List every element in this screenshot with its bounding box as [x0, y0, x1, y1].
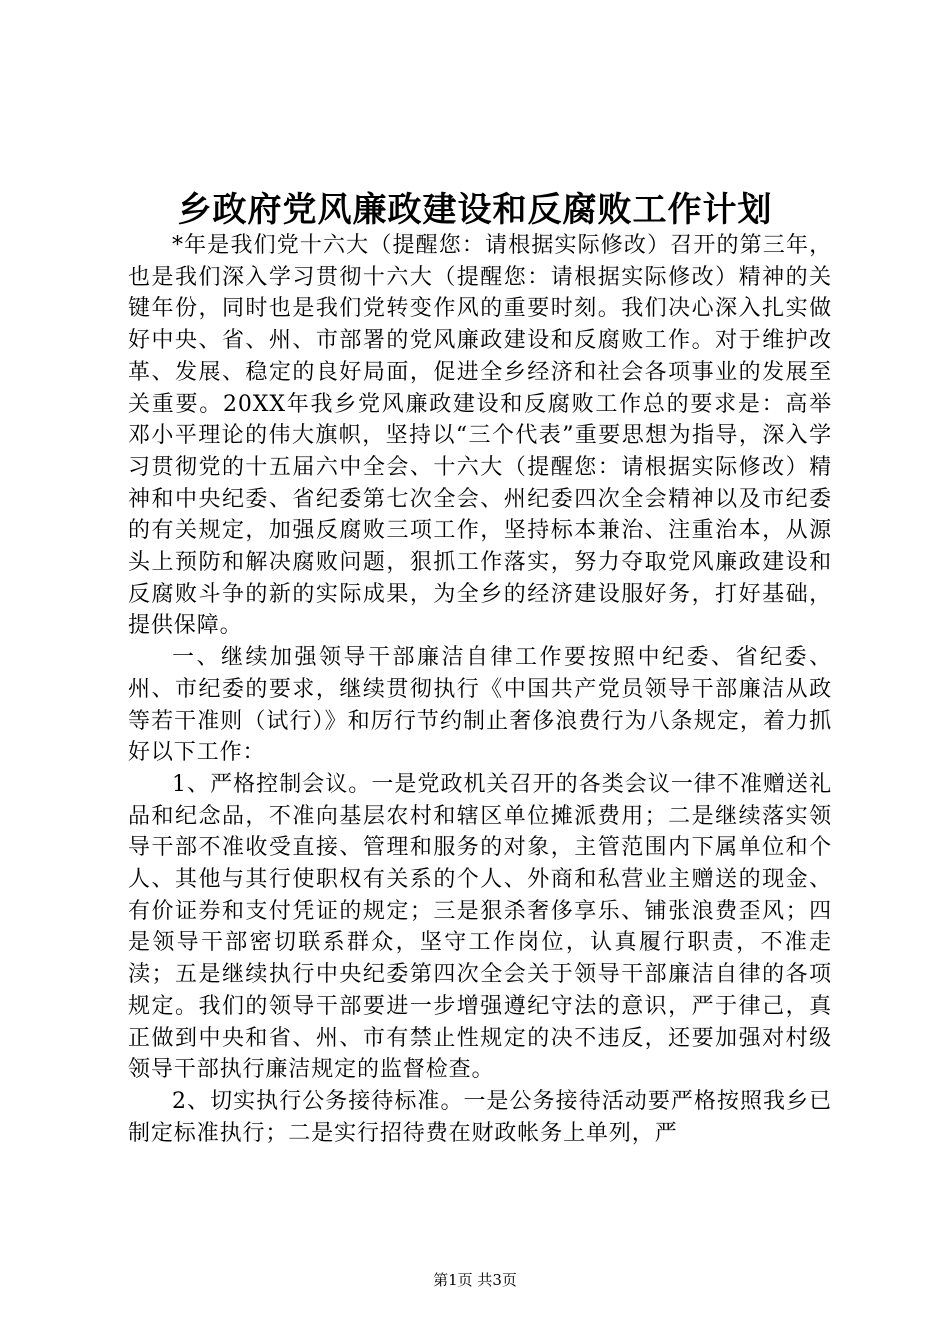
item-two-paragraph: 2、切实执行公务接待标准。一是公务接待活动要严格按照我乡已制定标准执行；二是实行招待费在财政帐务上单列，严	[128, 1088, 832, 1146]
section-one-paragraph: 一、继续加强领导干部廉洁自律工作要按照中纪委、省纪委、州、市纪委的要求，继续贯彻执行《中国共产党员领导干部廉洁从政等若干准则（试行）》和厉行节约制止奢侈浪费行为八条规定，着力抓好以下工作：	[128, 645, 832, 766]
document-body	[128, 230, 832, 1149]
intro-paragraph: *年是我们党十六大（提醒您：请根据实际修改）召开的第三年，也是我们深入学习贯彻十六大（提醒您：请根据实际修改）精神的关键年份，同时也是我们党转变作风的重要时刻。我们决心深入扎实做好中央、省、州、市部署的党风廉政建设和反腐败工作。对于维护改革、发展、稳定的良好局面，促进全乡经济和社会各项事业的发展至关重要。20XX年我乡党风廉政建设和反腐败工作总的要求是：高举邓小平理论的伟大旗帜，坚持以“三个代表”重要思想为指导，深入学习贯彻党的十五届六中全会、十六大（提醒您：请根据实际修改）精神和中央纪委、省纪委第七次全会、州纪委四次全会精神以及市纪委的有关规定，加强反腐败三项工作，坚持标本兼治、注重治本，从源头上预防和解决腐败问题，狠抓工作落实，努力夺取党风廉政建设和反腐败斗争的新的实际成果，为全乡的经济建设服好务，打好基础，提供保障。	[128, 233, 832, 639]
item-one-paragraph: 1、严格控制会议。一是党政机关召开的各类会议一律不准赠送礼品和纪念品，不准向基层农村和辖区单位摊派费用；二是继续落实领导干部不准收受直接、管理和服务的对象，主管范围内下属单位和个人、其他与其行使职权有关系的个人、外商和私营业主赠送的现金、有价证券和支付凭证的规定；三是狠杀奢侈享乐、铺张浪费歪风；四是领导干部密切联系群众，坚守工作岗位，认真履行职责，不准走渎；五是继续执行中央纪委第四次全会关于领导干部廉洁自律的各项规定。我们的领导干部要进一步增强遵纪守法的意识，严于律己，真正做到中央和省、州、市有禁止性规定的决不违反，还要加强对村级领导干部执行廉洁规定的监督检查。	[128, 771, 832, 1083]
document-title: 乡政府党风廉政建设和反腐败工作计划	[177, 190, 773, 230]
page-footer: 第1页 共3页	[433, 1271, 517, 1289]
